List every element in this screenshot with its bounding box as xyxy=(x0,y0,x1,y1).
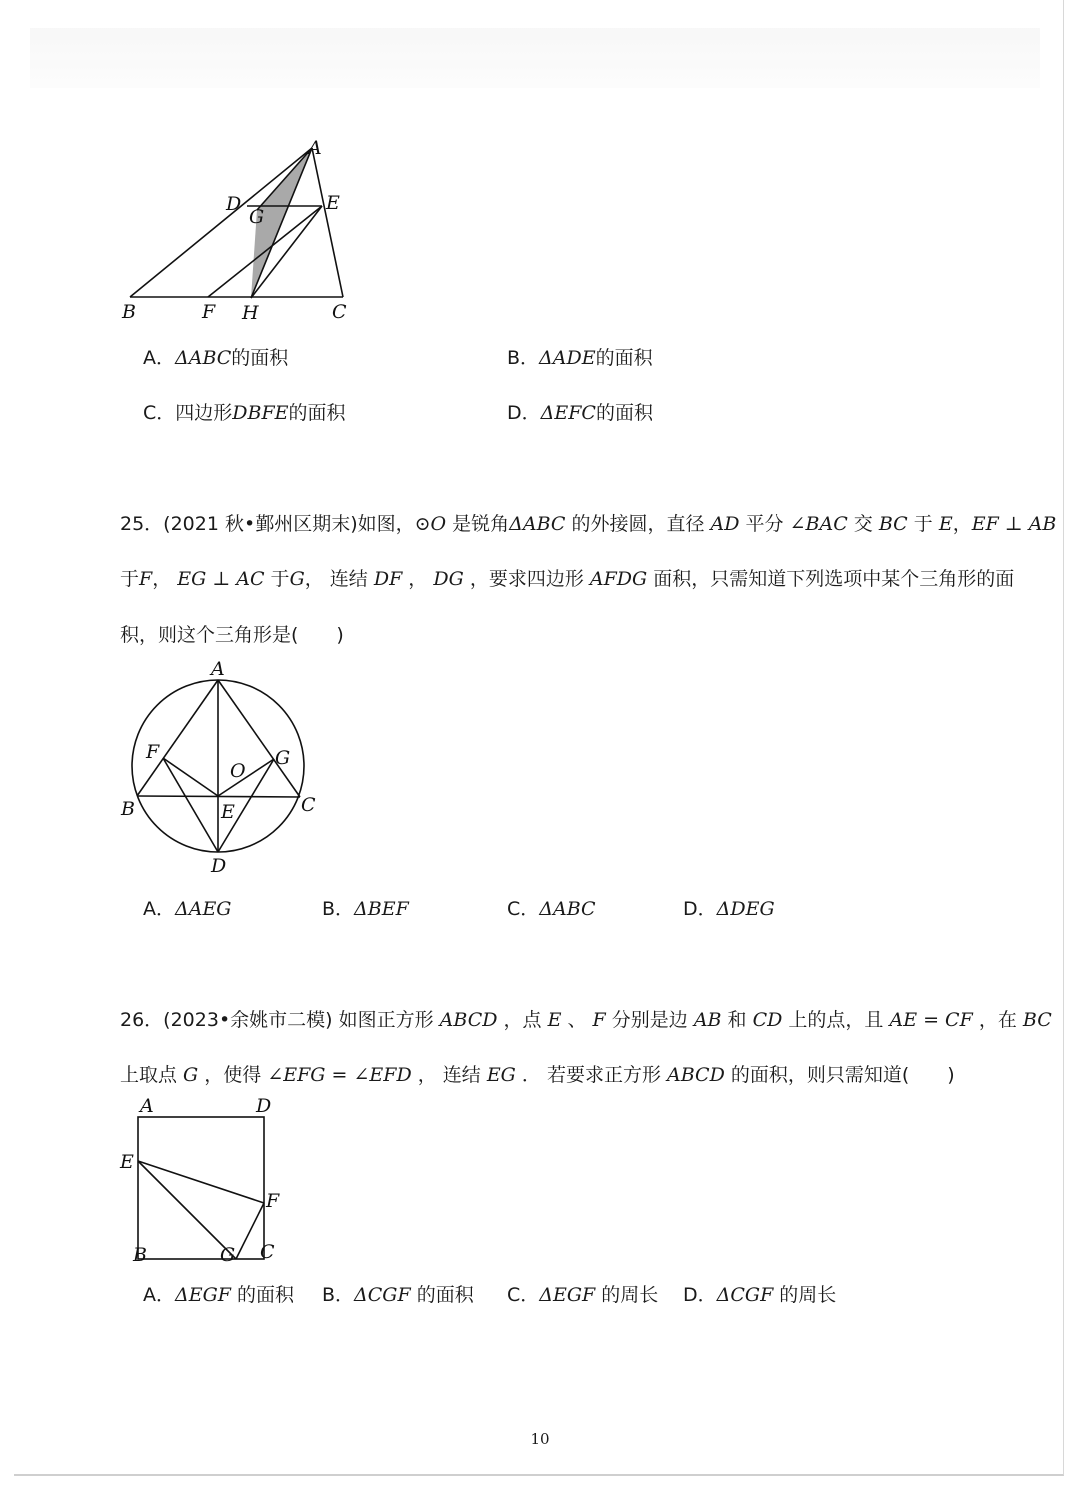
q24-label-F: F xyxy=(202,301,216,323)
q26-label-G: G xyxy=(220,1244,236,1266)
q24-figure xyxy=(118,135,368,325)
q25-label-E: E xyxy=(221,801,235,823)
q24-option-d[interactable]: D．ΔEFC的面积 xyxy=(507,402,653,424)
q25-label-O: O xyxy=(230,760,246,782)
q24-label-G: G xyxy=(249,206,265,228)
q25-line-1: 25．(2021 秋•鄞州区期末)如图，⊙O 是锐角ΔABC 的外接圆，直径 AD 平分 ∠BAC 交 BC 于 E，EF ⊥ AB xyxy=(120,513,1057,535)
q26-label-D: D xyxy=(256,1095,272,1117)
q24-label-B: B xyxy=(122,301,136,323)
q25-label-G: G xyxy=(275,747,291,769)
q25-label-B: B xyxy=(121,798,135,820)
q26-label-C: C xyxy=(260,1241,275,1263)
q24-option-b[interactable]: B．ΔADE的面积 xyxy=(507,347,653,369)
q26-label-A: A xyxy=(140,1095,154,1117)
q26-option-a[interactable]: A．ΔEGF 的面积 xyxy=(143,1284,294,1306)
q26-label-F: F xyxy=(266,1190,280,1212)
q25-option-b[interactable]: B．ΔBEF xyxy=(322,898,409,920)
q25-label-C: C xyxy=(301,794,316,816)
q24-label-A: A xyxy=(308,137,322,159)
q26-option-c[interactable]: C．ΔEGF 的周长 xyxy=(507,1284,659,1306)
q25-line-2: 于F， EG ⊥ AC 于G， 连结 DF ， DG ，要求四边形 AFDG 面积，只需知道下列选项中某个三角形的面 xyxy=(120,568,1015,590)
page-number: 10 xyxy=(530,1430,550,1448)
q24-option-a[interactable]: A．ΔABC的面积 xyxy=(143,347,289,369)
q25-figure xyxy=(118,655,328,880)
q24-label-D: D xyxy=(226,193,242,215)
q25-option-c[interactable]: C．ΔABC xyxy=(507,898,596,920)
q26-figure xyxy=(118,1095,288,1270)
q25-option-a[interactable]: A．ΔAEG xyxy=(143,898,232,920)
q24-option-c[interactable]: C．四边形DBFE的面积 xyxy=(143,402,346,424)
q25-label-D: D xyxy=(211,855,227,877)
q26-option-d[interactable]: D．ΔCGF 的周长 xyxy=(683,1284,837,1306)
q26-line-1: 26．(2023•余姚市二模) 如图正方形 ABCD ，点 E 、 F 分别是边 AB 和 CD 上的点，且 AE = CF ，在 BC xyxy=(120,1009,1052,1031)
q26-option-b[interactable]: B．ΔCGF 的面积 xyxy=(322,1284,474,1306)
q24-label-H: H xyxy=(242,302,259,324)
q26-label-E: E xyxy=(120,1151,134,1173)
q25-option-d[interactable]: D．ΔDEG xyxy=(683,898,775,920)
q24-label-C: C xyxy=(332,301,347,323)
q24-label-E: E xyxy=(326,192,340,214)
q26-line-2: 上取点 G ，使得 ∠EFG = ∠EFD ， 连结 EG ． 若要求正方形 ABCD 的面积，则只需知道( ) xyxy=(120,1064,955,1086)
q25-label-A: A xyxy=(211,658,225,680)
q26-label-B: B xyxy=(133,1244,147,1266)
q25-line-3: 积，则这个三角形是( ) xyxy=(120,624,344,646)
q25-label-F: F xyxy=(146,741,160,763)
faded-header xyxy=(30,28,1040,88)
